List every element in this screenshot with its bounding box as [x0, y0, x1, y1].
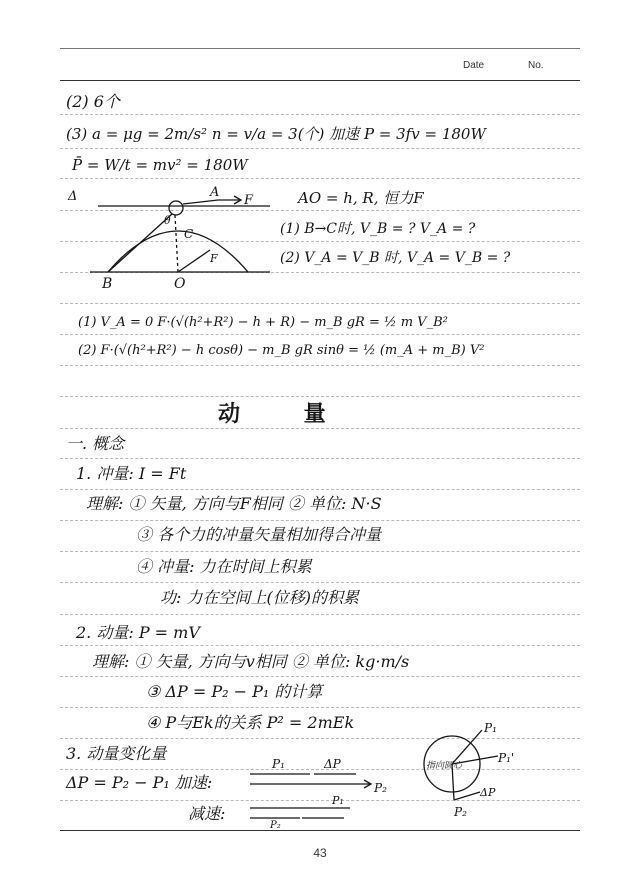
circular-momentum-diagram [412, 716, 562, 826]
p1-label: P₁ [484, 721, 497, 735]
momentum-arrows [240, 752, 400, 830]
force-f-label: F [244, 193, 254, 208]
note-line: 2. 动量: P = mV [76, 623, 200, 642]
dp-label: ΔP [324, 757, 341, 771]
equation-line: (1) V_A = 0 F·(√(h²+R²) − h + R) − m_B gR = ½ m V_B² [78, 315, 448, 330]
ruled-line [60, 148, 580, 149]
pulley-icon [169, 201, 183, 215]
equation-line: (2) F·(√(h²+R²) − h cosθ) − m_B gR sinθ = ½ (m_A + m_B) V² [78, 343, 485, 358]
dp-label: ΔP [480, 786, 496, 799]
p1-vector [452, 730, 482, 764]
note-line: 理解: ① 矢量, 方向与F相同 ② 单位: N·S [86, 494, 382, 513]
ruled-line [60, 520, 580, 521]
note-line: AO = h, R, 恒力F [298, 189, 424, 207]
ruled-line [60, 334, 580, 335]
note-line: 1. 冲量: I = Ft [76, 464, 187, 483]
ruled-line [60, 676, 580, 677]
note-line: ③ 各个力的冲量矢量相加得合冲量 [136, 525, 382, 544]
ruled-line [60, 303, 580, 304]
note-line: 功: 力在空间上(位移)的积累 [160, 588, 359, 607]
note-line: ΔP = P₂ − P₁ 加速: [66, 773, 213, 792]
note-line: 一. 概念 [66, 434, 125, 453]
ruled-line [60, 428, 580, 429]
ruled-line [60, 551, 580, 552]
point-o-label: O [174, 276, 186, 292]
ruled-line [60, 489, 580, 490]
point-b-label: B [102, 276, 113, 292]
delta-label: Δ [68, 189, 78, 204]
center-label: 指向圆心 [426, 761, 463, 771]
point-c-label: C [184, 227, 194, 241]
theta-label: θ [164, 214, 171, 227]
ruled-line [60, 582, 580, 583]
note-line: (3) a = μg = 2m/s² n = v/a = 3(个) 加速 P = 3fv = 180W [66, 125, 486, 143]
note-line: (1) B→C时, V_B = ? V_A = ? [280, 221, 476, 237]
ruled-line [60, 365, 580, 366]
p1b-label: P₁ [332, 794, 344, 807]
note-line: (2) 6个 [66, 92, 120, 111]
footer-rule [60, 830, 580, 831]
page-number: 43 [313, 846, 327, 860]
note-line: P̄ = W/t = mv² = 180W [72, 156, 248, 174]
point-a-label: A [210, 185, 220, 200]
radius-arrow [178, 250, 210, 272]
ruled-line [60, 396, 580, 397]
header-rule [60, 80, 580, 81]
rope-segment [183, 200, 218, 204]
p1-label: P₁ [272, 757, 285, 771]
p2-label: P₂ [454, 805, 467, 819]
note-line: ④ P与Ek的关系 P² = 2mEk [146, 713, 355, 732]
note-line: 理解: ① 矢量, 方向与v相同 ② 单位: kg·m/s [92, 652, 410, 671]
p2-label: P₂ [374, 781, 387, 795]
note-line: (2) V_A = V_B 时, V_A = V_B = ? [280, 250, 511, 266]
note-line: 减速: [188, 804, 226, 823]
p2b-label: P₂ [270, 820, 281, 831]
ruled-line [60, 458, 580, 459]
ruled-line [60, 645, 580, 646]
dp-vector [454, 792, 480, 800]
ruled-line [60, 178, 580, 179]
pulley-diagram [60, 180, 280, 290]
date-label: Date [463, 60, 485, 71]
top-border [60, 48, 580, 49]
p1prime-label: P₁' [498, 751, 515, 765]
note-line: 3. 动量变化量 [66, 744, 167, 763]
section-title: 动 量 [218, 401, 354, 427]
ruled-line [60, 707, 580, 708]
force-f2-label: F [210, 252, 218, 265]
note-line: ④ 冲量: 力在时间上积累 [136, 557, 312, 576]
number-label: No. [528, 60, 544, 71]
note-line: ③ ΔP = P₂ − P₁ 的计算 [146, 682, 323, 701]
vertical-ao [175, 215, 178, 272]
ruled-line [60, 614, 580, 615]
ruled-line [60, 114, 580, 115]
